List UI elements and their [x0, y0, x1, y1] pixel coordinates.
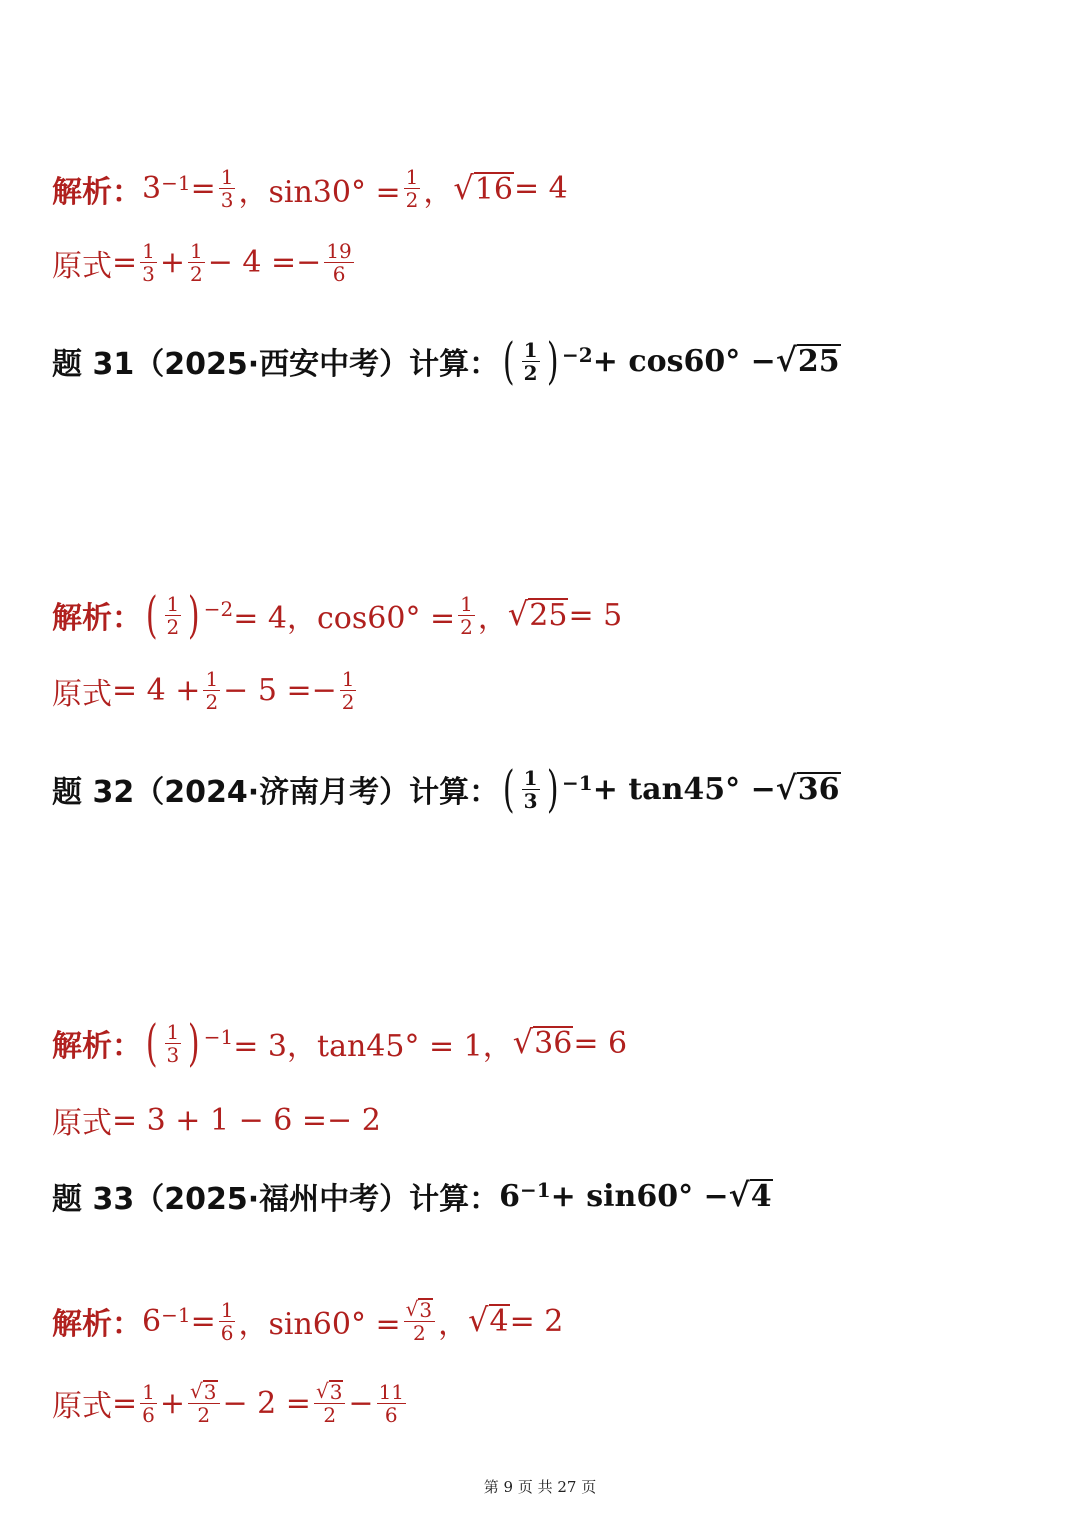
- math-text: + tan45° −: [592, 771, 776, 807]
- exponent: −1: [562, 771, 593, 795]
- exponent: −1: [519, 1178, 551, 1202]
- fraction: $\frac{1}{6}$: [142, 1379, 155, 1427]
- fraction: $\frac{1}{3}$: [220, 165, 234, 212]
- math-text: = 2: [509, 1303, 564, 1339]
- exponent: −2: [562, 343, 593, 367]
- math-text: ，: [423, 174, 454, 210]
- analysis-label: 解析：: [52, 1307, 142, 1342]
- fraction: $\frac{1}{3}$: [142, 239, 155, 286]
- original-expression-label: 原式: [52, 248, 112, 284]
- question-title: 题 31（2025·西安中考）计算：: [52, 347, 500, 382]
- analysis-label: 解析：: [52, 1029, 142, 1064]
- fraction: $\frac{1}{2}$: [205, 667, 219, 714]
- math-text: = 4: [513, 171, 568, 206]
- math-text: −: [348, 1385, 374, 1421]
- paren-fraction: ( $\frac{1}{2}$ ): [145, 586, 200, 644]
- fraction: $\frac{1}{2}$: [190, 239, 203, 286]
- math-text: = 3 + 1 − 6 =− 2: [112, 1102, 381, 1138]
- paren-fraction: ( $\frac{1}{3}$ ): [502, 760, 559, 818]
- original-expression-label: 原式: [52, 1106, 112, 1141]
- square-root: √ 25: [507, 595, 568, 634]
- math-text: + sin60° −: [550, 1178, 729, 1214]
- math-text: + cos60° −: [592, 343, 776, 379]
- math-text: = 4，cos60° =: [233, 601, 456, 636]
- original-expression-label: 原式: [52, 1389, 112, 1424]
- exponent: −2: [203, 597, 234, 621]
- square-root: √ 25: [775, 341, 840, 380]
- exponent: −1: [161, 1303, 191, 1327]
- math-term: 3: [142, 171, 162, 206]
- q33-analysis-line2: [52, 1380, 409, 1426]
- question-32: [52, 760, 841, 818]
- math-text: +: [159, 245, 186, 280]
- fraction: √ 3 2: [188, 1380, 219, 1426]
- math-text: ，: [477, 601, 508, 636]
- analysis-label: 解析：: [52, 601, 142, 636]
- math-text: = 3，tan45° = 1，: [233, 1029, 513, 1064]
- square-root: √ 16: [453, 168, 513, 207]
- paren-fraction: ( $\frac{1}{2}$ ): [502, 332, 559, 390]
- math-text: = 5: [568, 597, 623, 633]
- analysis-label: 解析：: [52, 174, 142, 210]
- exponent: −1: [203, 1025, 234, 1049]
- exponent: −1: [161, 170, 191, 195]
- math-text: =: [112, 1385, 138, 1421]
- fraction: √ 3 2: [314, 1380, 345, 1426]
- math-text: ，sin30° =: [238, 174, 401, 210]
- question-33: [52, 1174, 773, 1218]
- math-text: =: [112, 245, 138, 280]
- q31-analysis-line2: [52, 668, 359, 713]
- math-text: − 4 =−: [207, 245, 322, 280]
- q32-analysis-line2: [52, 1098, 381, 1142]
- math-text: +: [159, 1385, 186, 1421]
- math-text: − 5 =−: [223, 673, 337, 708]
- fraction: $\frac{1}{6}$: [220, 1297, 234, 1345]
- fraction: $\frac{11}{6}$: [378, 1379, 405, 1427]
- q32-analysis-line1: [52, 1014, 628, 1072]
- question-title: 题 33（2025·福州中考）计算：: [52, 1182, 500, 1217]
- q33-analysis-line1: [52, 1298, 563, 1344]
- math-text: =: [190, 171, 216, 206]
- q30-analysis-line1: [52, 166, 568, 211]
- square-root: √ 4: [728, 1176, 772, 1215]
- question-31: [52, 332, 841, 390]
- original-expression-label: 原式: [52, 676, 112, 712]
- fraction: $\frac{1}{2}$: [341, 667, 355, 714]
- page-number-footer: 第 9 页 共 27 页: [483, 1478, 597, 1496]
- fraction: √ 3 2: [404, 1298, 435, 1344]
- square-root: √ 4: [468, 1301, 509, 1340]
- math-term: 6: [499, 1178, 520, 1214]
- fraction: $\frac{19}{6}$: [326, 239, 352, 286]
- math-term: 6: [142, 1303, 162, 1339]
- question-title: 题 32（2024·济南月考）计算：: [52, 775, 500, 810]
- q31-analysis-line1: [52, 586, 623, 644]
- math-text: = 6: [573, 1025, 628, 1061]
- math-text: ，sin60° =: [238, 1307, 401, 1342]
- fraction: $\frac{1}{2}$: [460, 591, 473, 639]
- square-root: √ 36: [775, 769, 840, 808]
- math-text: − 2 =: [222, 1385, 311, 1421]
- math-text: =: [190, 1303, 216, 1339]
- q30-analysis-line2: [52, 240, 357, 285]
- square-root: √ 36: [512, 1023, 573, 1062]
- math-text: ，: [438, 1307, 469, 1342]
- fraction: $\frac{1}{2}$: [405, 165, 419, 212]
- paren-fraction: ( $\frac{1}{3}$ ): [145, 1014, 200, 1072]
- math-text: = 4 +: [112, 673, 201, 708]
